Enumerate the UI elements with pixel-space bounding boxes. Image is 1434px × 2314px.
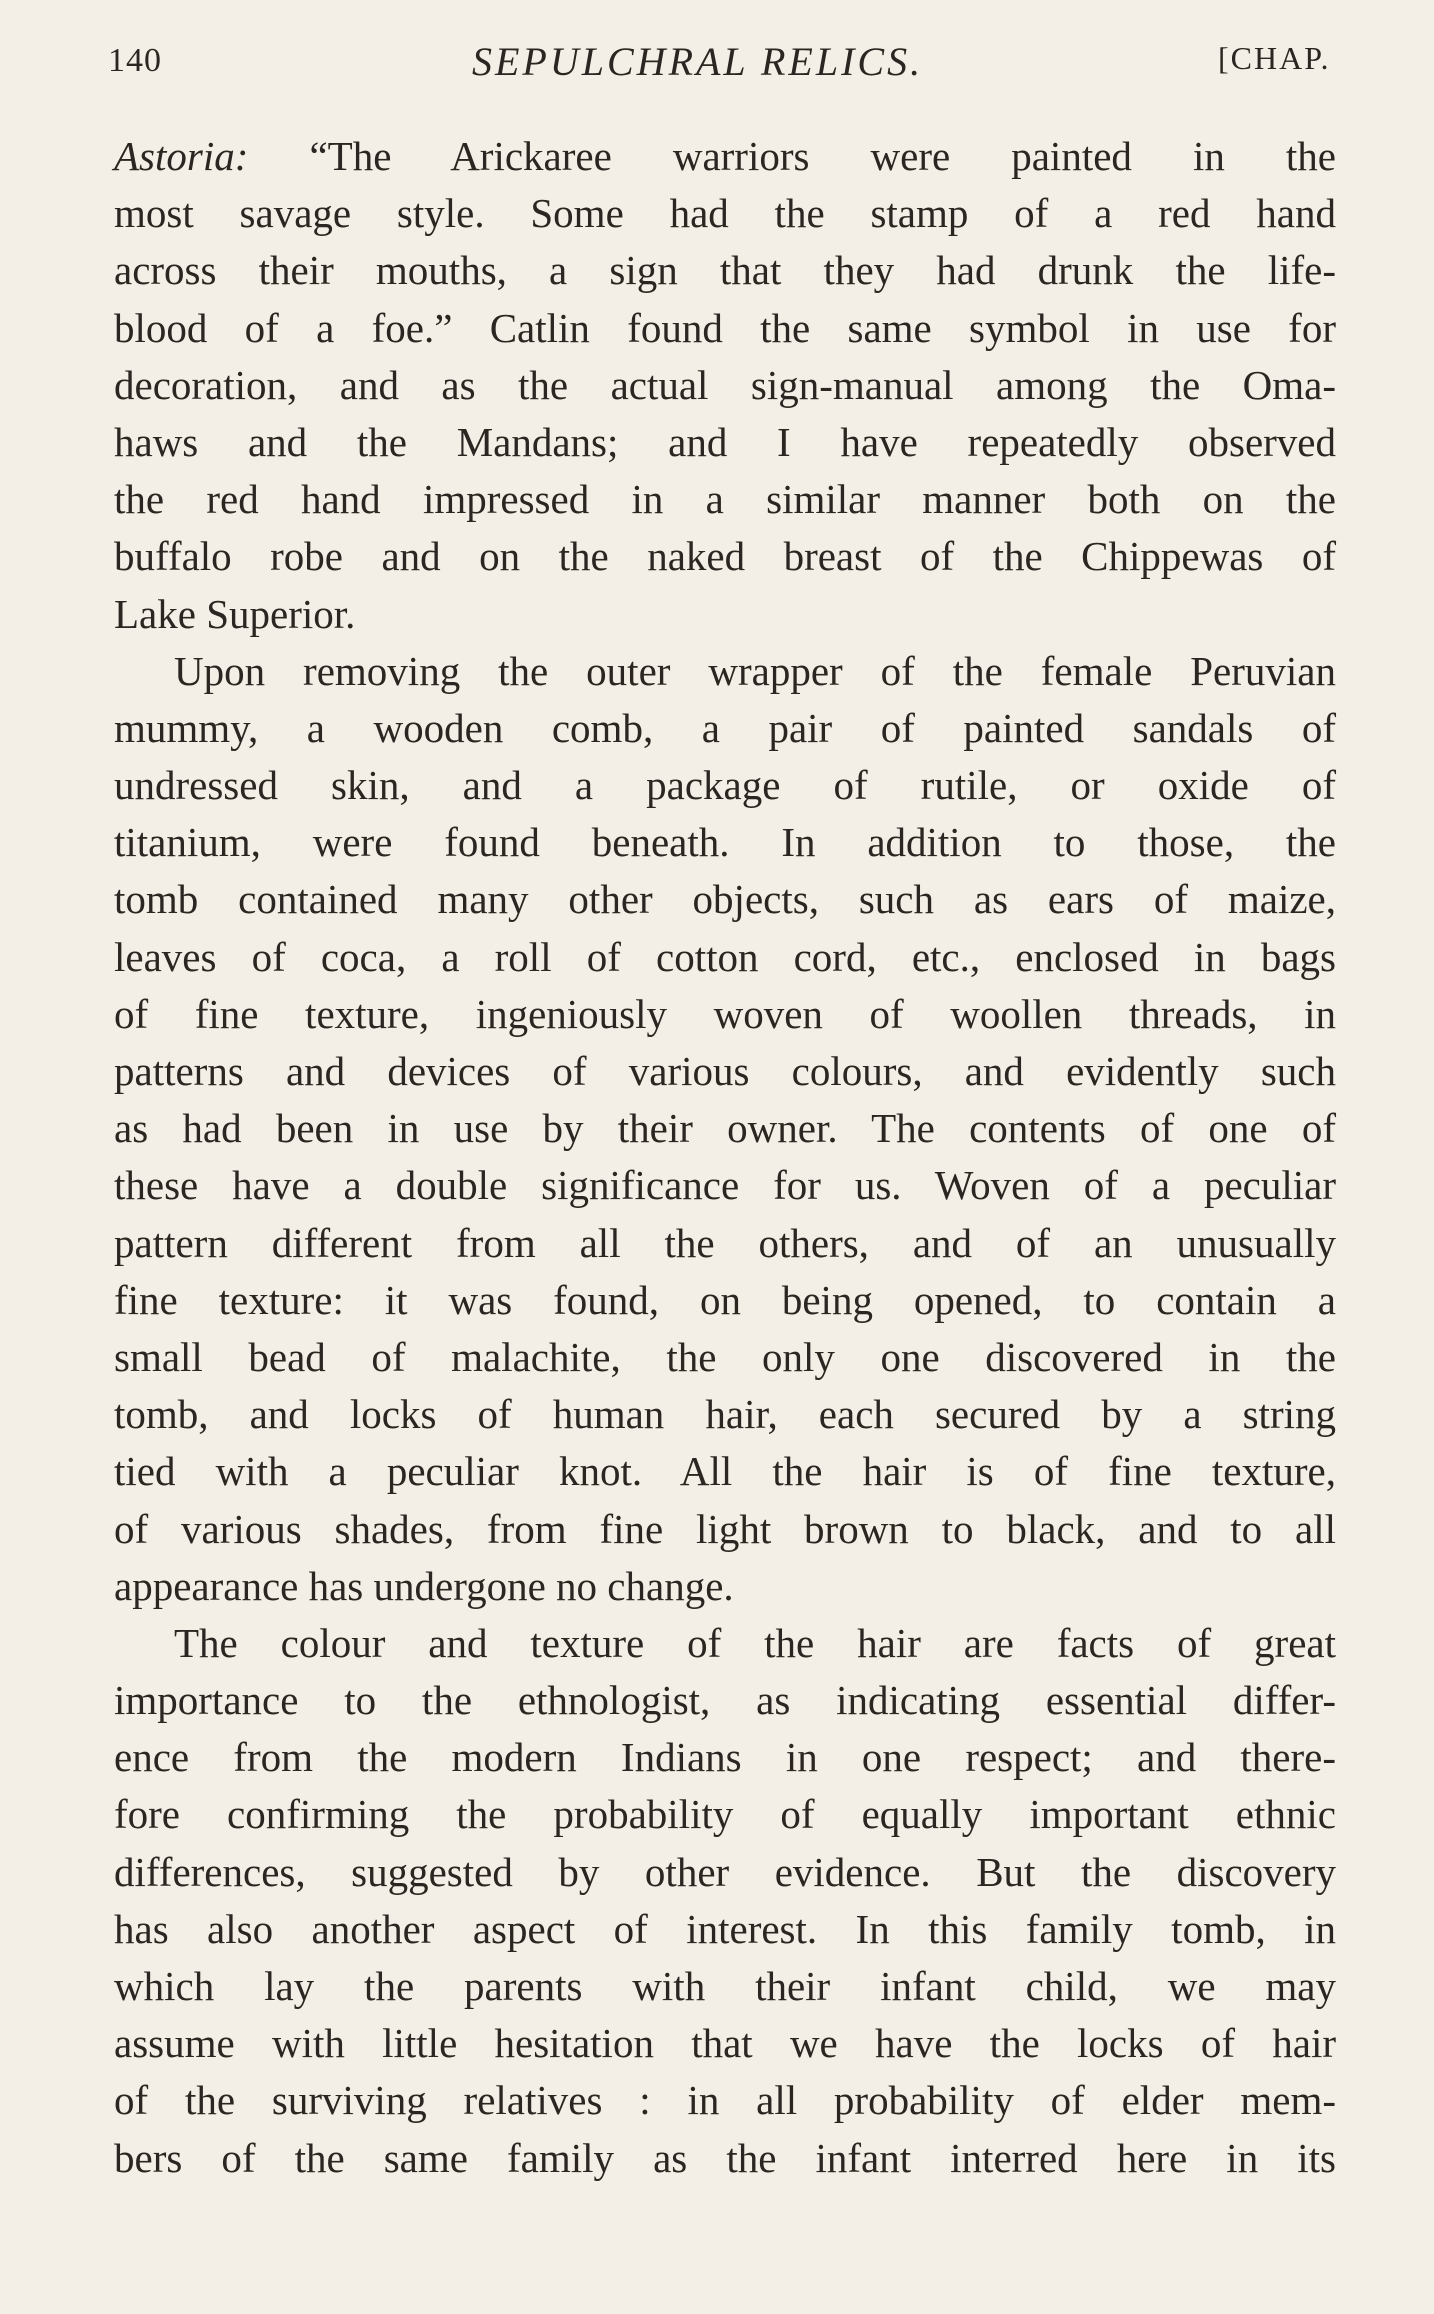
italic-lead: Astoria: bbox=[114, 133, 249, 179]
text-line: as had been in use by their owner. The contents of one of bbox=[114, 1105, 1336, 1152]
text-line: buffalo robe and on the naked breast of the Chippewas of bbox=[114, 533, 1336, 580]
text-line bbox=[114, 128, 1336, 185]
text-line: patterns and devices of various colours, and evidently such bbox=[114, 1048, 1336, 1094]
text-line: assume with little hesitation that we have the locks of hair bbox=[114, 2020, 1336, 2067]
text-line: importance to the ethnologist, as indicating essential differ- bbox=[114, 1677, 1336, 1724]
text-line: of the surviving relatives : in all probability of elder mem- bbox=[114, 2077, 1336, 2124]
body-text bbox=[114, 128, 1336, 2187]
text-line: bers of the same family as the infant interred here in its bbox=[114, 2134, 1336, 2181]
text-line: differences, suggested by other evidence. But the discovery bbox=[114, 1848, 1336, 1895]
text-line: mummy, a wooden comb, a pair of painted sandals of bbox=[114, 704, 1336, 751]
text-line: these have a double significance for us. Woven of a peculiar bbox=[114, 1162, 1336, 1209]
text-line: leaves of coca, a roll of cotton cord, etc., enclosed in bags bbox=[114, 933, 1336, 980]
text-line: small bead of malachite, the only one discovered in the bbox=[114, 1333, 1336, 1380]
text-line: Lake Superior. bbox=[114, 590, 356, 637]
paragraph-3 bbox=[114, 1615, 1336, 2187]
text-line: decoration, and as the actual sign-manual among the Oma- bbox=[114, 361, 1336, 408]
text-line: the red hand impressed in a similar manner both on the bbox=[114, 476, 1336, 523]
text-line: most savage style. Some had the stamp of a red hand bbox=[114, 190, 1336, 237]
text-line: appearance has undergone no change. bbox=[114, 1562, 734, 1609]
text-line: Upon removing the outer wrapper of the female Peruvian bbox=[174, 647, 1336, 694]
text-line: haws and the Mandans; and I have repeatedly observed bbox=[114, 418, 1336, 465]
paragraph-1 bbox=[114, 128, 1336, 643]
text-run: “The Arickaree warriors were painted in the bbox=[309, 133, 1336, 179]
text-line: has also another aspect of interest. In this family tomb, in bbox=[114, 1905, 1336, 1952]
running-title: SEPULCHRAL RELICS. bbox=[472, 39, 924, 84]
chapter-mark: [CHAP. bbox=[1218, 40, 1331, 76]
text-line: ence from the modern Indians in one respect; and there- bbox=[114, 1734, 1336, 1781]
page-number: 140 bbox=[108, 42, 162, 79]
text-line: undressed skin, and a package of rutile, or oxide of bbox=[114, 762, 1336, 809]
text-line: fine texture: it was found, on being opened, to contain a bbox=[114, 1276, 1336, 1323]
text-line: tomb contained many other objects, such as ears of maize, bbox=[114, 876, 1336, 923]
text-line: tomb, and locks of human hair, each secured by a string bbox=[114, 1391, 1336, 1438]
text-line: titanium, were found beneath. In addition to those, the bbox=[114, 819, 1336, 866]
text-line: across their mouths, a sign that they had drunk the life- bbox=[114, 247, 1336, 294]
text-line: fore confirming the probability of equally important ethnic bbox=[114, 1791, 1336, 1838]
text-line: of various shades, from fine light brown to black, and to all bbox=[114, 1505, 1336, 1552]
text-line: which lay the parents with their infant child, we may bbox=[114, 1963, 1336, 2009]
running-head bbox=[108, 38, 1338, 88]
text-line: of fine texture, ingeniously woven of woollen threads, in bbox=[114, 990, 1336, 1037]
text-line: The colour and texture of the hair are facts of great bbox=[174, 1619, 1336, 1666]
text-line: tied with a peculiar knot. All the hair is of fine texture, bbox=[114, 1448, 1336, 1495]
paragraph-2 bbox=[114, 643, 1336, 1615]
text-line: blood of a foe.” Catlin found the same symbol in use for bbox=[114, 304, 1336, 351]
text-line: pattern different from all the others, and of an unusually bbox=[114, 1219, 1336, 1266]
